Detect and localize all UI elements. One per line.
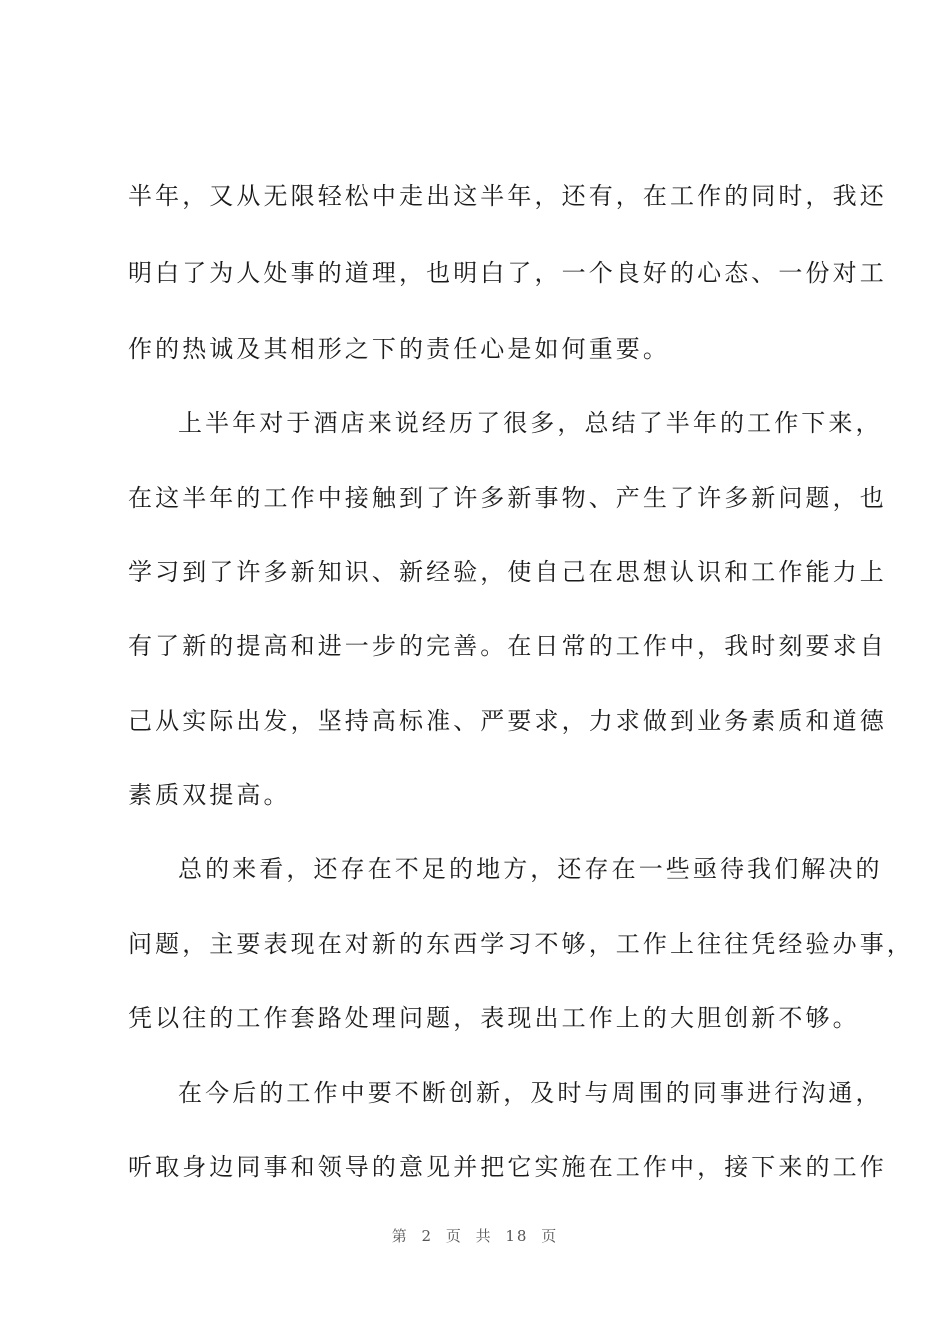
paragraph-line: 作的热诚及其相形之下的责任心是如何重要。	[128, 335, 670, 363]
page-number-footer: 第 2 页 共 18 页	[391, 1227, 559, 1245]
paragraph-line: 总的来看，还存在不足的地方，还存在一些亟待我们解决的	[178, 855, 883, 883]
paragraph-line: 素质双提高。	[128, 781, 291, 809]
paragraph-line: 明白了为人处事的道理，也明白了，一个良好的心态、一份对工	[128, 259, 887, 287]
paragraph-line: 半年，又从无限轻松中走出这半年，还有，在工作的同时，我还	[128, 182, 887, 210]
paragraph-line: 己从实际出发，坚持高标准、严要求，力求做到业务素质和道德	[128, 707, 887, 735]
paragraph-line: 有了新的提高和进一步的完善。在日常的工作中，我时刻要求自	[128, 632, 887, 660]
paragraph-line: 问题，主要表现在对新的东西学习不够，工作上往往凭经验办事，	[128, 930, 914, 958]
paragraph-line: 学习到了许多新知识、新经验，使自己在思想认识和工作能力上	[128, 558, 887, 586]
paragraph-line: 在今后的工作中要不断创新，及时与周围的同事进行沟通，	[178, 1079, 883, 1107]
paragraph-line: 凭以往的工作套路处理问题，表现出工作上的大胆创新不够。	[128, 1004, 860, 1032]
paragraph-line: 听取身边同事和领导的意见并把它实施在工作中，接下来的工作	[128, 1153, 887, 1181]
paragraph-line: 在这半年的工作中接触到了许多新事物、产生了许多新问题，也	[128, 484, 887, 512]
paragraph-line: 上半年对于酒店来说经历了很多，总结了半年的工作下来，	[178, 409, 883, 437]
